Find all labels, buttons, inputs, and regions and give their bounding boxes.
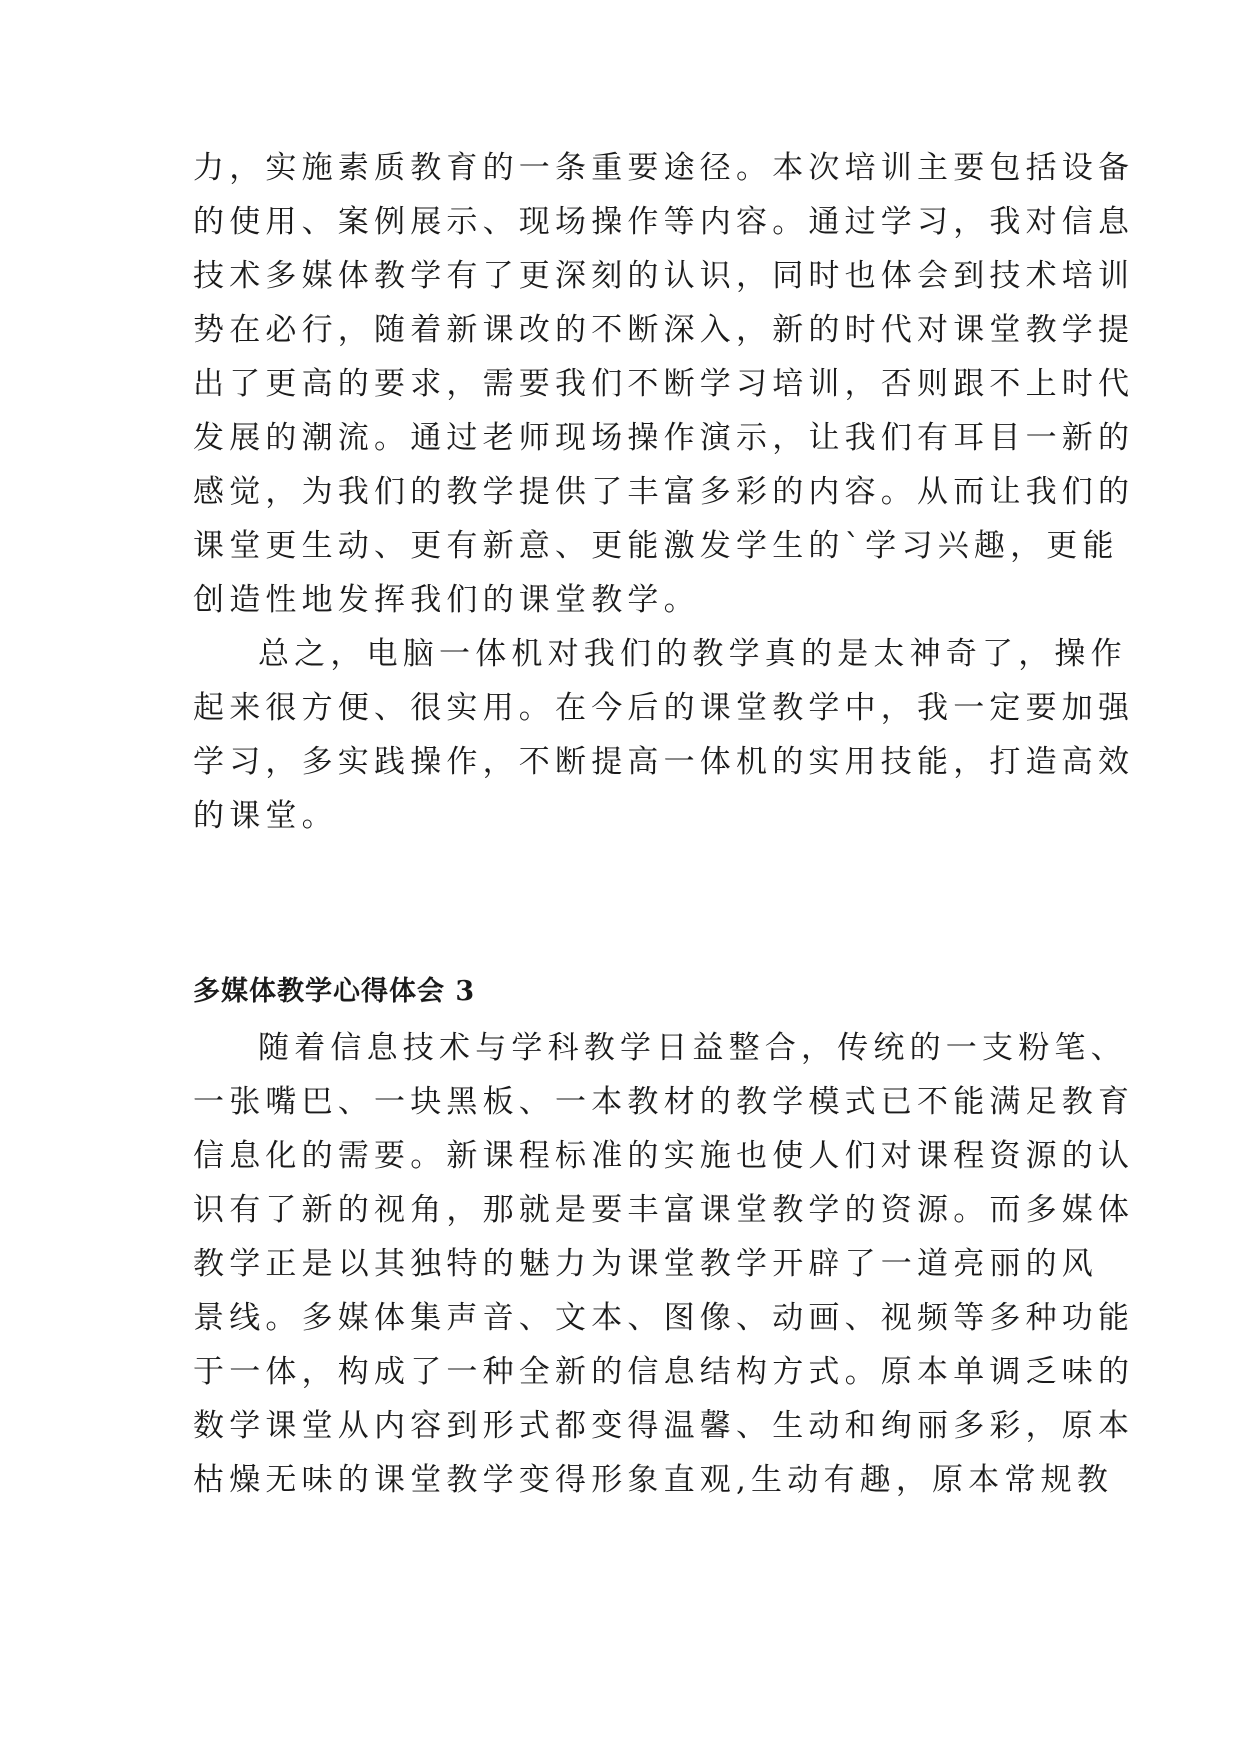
paragraph-line: 出了更高的要求，需要我们不断学习培训，否则跟不上时代 bbox=[193, 366, 1135, 402]
paragraph-line: 景线。多媒体集声音、文本、图像、动画、视频等多种功能 bbox=[193, 1300, 1135, 1336]
paragraph-line: 一张嘴巴、一块黑板、一本教材的教学模式已不能满足教育 bbox=[193, 1084, 1135, 1120]
paragraph-line: 学习，多实践操作，不断提高一体机的实用技能，打造高效 bbox=[193, 744, 1135, 780]
paragraph-line: 技术多媒体教学有了更深刻的认识，同时也体会到技术培训 bbox=[193, 258, 1135, 294]
paragraph-line: 数学课堂从内容到形式都变得温馨、生动和绚丽多彩，原本 bbox=[193, 1408, 1135, 1444]
paragraph-line: 起来很方便、很实用。在今后的课堂教学中，我一定要加强 bbox=[193, 690, 1135, 726]
paragraph-line: 枯燥无味的课堂教学变得形象直观,生动有趣，原本常规教 bbox=[193, 1462, 1114, 1498]
paragraph-line: 感觉，为我们的教学提供了丰富多彩的内容。从而让我们的 bbox=[193, 474, 1135, 510]
paragraph-line: 发展的潮流。通过老师现场操作演示，让我们有耳目一新的 bbox=[193, 420, 1135, 456]
section-heading: 多媒体教学心得体会 3 bbox=[193, 976, 476, 1007]
paragraph-line: 的使用、案例展示、现场操作等内容。通过学习，我对信息 bbox=[193, 204, 1135, 240]
paragraph-line: 总之，电脑一体机对我们的教学真的是太神奇了，操作 bbox=[258, 636, 1127, 672]
paragraph-line: 势在必行，随着新课改的不断深入，新的时代对课堂教学提 bbox=[193, 312, 1135, 348]
paragraph-line: 随着信息技术与学科教学日益整合，传统的一支粉笔、 bbox=[258, 1030, 1127, 1066]
paragraph-line: 创造性地发挥我们的课堂教学。 bbox=[193, 582, 700, 618]
paragraph-line: 于一体，构成了一种全新的信息结构方式。原本单调乏味的 bbox=[193, 1354, 1135, 1390]
paragraph-line: 信息化的需要。新课程标准的实施也使人们对课程资源的认 bbox=[193, 1138, 1135, 1174]
paragraph-line: 教学正是以其独特的魅力为课堂教学开辟了一道亮丽的风 bbox=[193, 1246, 1098, 1282]
paragraph-line: 力，实施素质教育的一条重要途径。本次培训主要包括设备 bbox=[193, 150, 1135, 186]
paragraph-line: 识有了新的视角，那就是要丰富课堂教学的资源。而多媒体 bbox=[193, 1192, 1135, 1228]
paragraph-line: 课堂更生动、更有新意、更能激发学生的`学习兴趣，更能 bbox=[193, 528, 1119, 564]
paragraph-line: 的课堂。 bbox=[193, 798, 338, 834]
